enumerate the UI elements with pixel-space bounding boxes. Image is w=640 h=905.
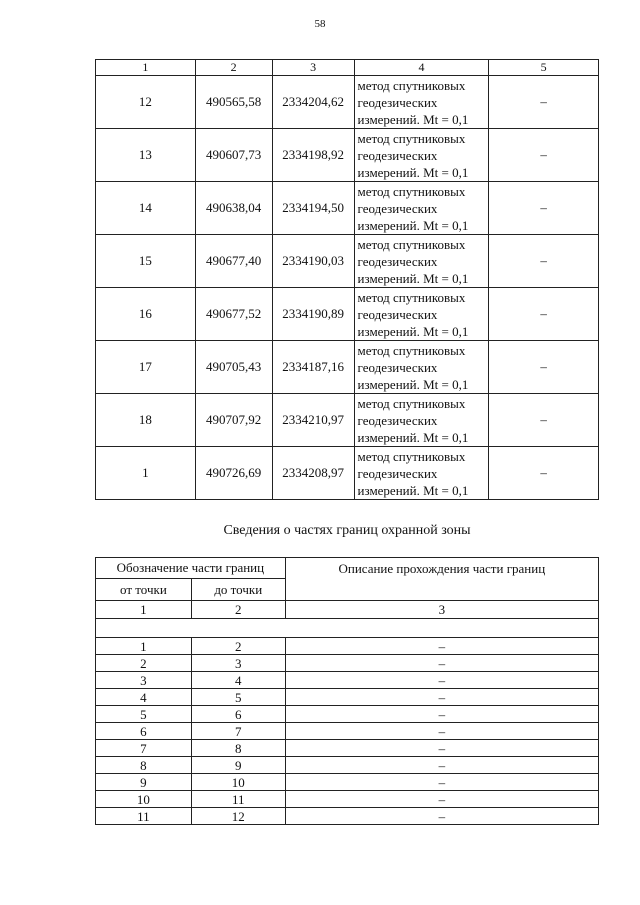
- method-line: измерений. Mt = 0,1: [357, 164, 469, 180]
- method-line: метод спутниковых: [357, 183, 466, 199]
- boundary-segments-table: [95, 557, 599, 825]
- method-line: геодезических: [357, 359, 438, 375]
- method-cell: [354, 235, 489, 288]
- point-number-cell: 12: [96, 76, 196, 129]
- table-row: [96, 774, 599, 791]
- point-number-cell: 18: [96, 394, 196, 447]
- table-row: [96, 341, 599, 394]
- table-row: [96, 76, 599, 129]
- y-coordinate-cell: 2334204,62: [272, 76, 354, 129]
- from-point-cell: 11: [96, 808, 192, 825]
- description-cell: –: [285, 791, 598, 808]
- to-point-cell: 10: [191, 774, 285, 791]
- from-point-cell: 3: [96, 672, 192, 689]
- table-row: [96, 689, 599, 706]
- y-coordinate-cell: 2334208,97: [272, 447, 354, 500]
- extra-cell: –: [489, 182, 599, 235]
- column-number-4: 4: [354, 60, 489, 76]
- to-point-cell: 5: [191, 689, 285, 706]
- segments-header-row: [96, 558, 599, 579]
- method-line: измерений. Mt = 0,1: [357, 482, 469, 498]
- description-cell: –: [285, 655, 598, 672]
- method-line: метод спутниковых: [357, 236, 466, 252]
- column-number-2: 2: [191, 601, 285, 619]
- y-coordinate-cell: 2334190,89: [272, 288, 354, 341]
- y-coordinate-cell: 2334198,92: [272, 129, 354, 182]
- to-point-header: до точки: [191, 579, 285, 601]
- from-point-cell: 2: [96, 655, 192, 672]
- table-row: [96, 740, 599, 757]
- description-cell: –: [285, 808, 598, 825]
- description-cell: –: [285, 689, 598, 706]
- to-point-cell: 12: [191, 808, 285, 825]
- method-line: геодезических: [357, 465, 438, 481]
- table-row: [96, 808, 599, 825]
- from-point-cell: 1: [96, 638, 192, 655]
- y-coordinate-cell: 2334190,03: [272, 235, 354, 288]
- to-point-cell: 9: [191, 757, 285, 774]
- method-line: геодезических: [357, 412, 438, 428]
- method-cell: [354, 182, 489, 235]
- table-row: [96, 706, 599, 723]
- x-coordinate-cell: 490677,52: [195, 288, 272, 341]
- method-line: метод спутниковых: [357, 448, 466, 464]
- method-cell: [354, 76, 489, 129]
- point-number-cell: 16: [96, 288, 196, 341]
- method-cell: [354, 288, 489, 341]
- method-cell: [354, 447, 489, 500]
- method-cell: [354, 129, 489, 182]
- table-row: [96, 723, 599, 740]
- method-line: метод спутниковых: [357, 130, 466, 146]
- to-point-cell: 11: [191, 791, 285, 808]
- table-row: [96, 655, 599, 672]
- method-line: измерений. Mt = 0,1: [357, 429, 469, 445]
- description-cell: –: [285, 757, 598, 774]
- method-line: измерений. Mt = 0,1: [357, 323, 469, 339]
- table-row: [96, 288, 599, 341]
- description-cell: –: [285, 672, 598, 689]
- description-cell: –: [285, 638, 598, 655]
- extra-cell: –: [489, 235, 599, 288]
- to-point-cell: 8: [191, 740, 285, 757]
- x-coordinate-cell: 490705,43: [195, 341, 272, 394]
- x-coordinate-cell: 490565,58: [195, 76, 272, 129]
- table-row: [96, 757, 599, 774]
- table-row: [96, 129, 599, 182]
- description-cell: –: [285, 774, 598, 791]
- column-number-1: 1: [96, 601, 192, 619]
- column-number-3: 3: [272, 60, 354, 76]
- boundary-description-header: Описание прохождения части границ: [285, 558, 598, 601]
- to-point-cell: 6: [191, 706, 285, 723]
- extra-cell: –: [489, 288, 599, 341]
- from-point-cell: 4: [96, 689, 192, 706]
- point-number-cell: 17: [96, 341, 196, 394]
- description-cell: –: [285, 706, 598, 723]
- from-point-cell: 9: [96, 774, 192, 791]
- from-point-cell: 7: [96, 740, 192, 757]
- coordinates-table: [95, 59, 599, 500]
- method-line: геодезических: [357, 94, 438, 110]
- extra-cell: –: [489, 394, 599, 447]
- method-line: измерений. Mt = 0,1: [357, 111, 469, 127]
- table-row: [96, 235, 599, 288]
- from-point-cell: 10: [96, 791, 192, 808]
- to-point-cell: 4: [191, 672, 285, 689]
- method-cell: [354, 341, 489, 394]
- segments-column-numbers-row: [96, 601, 599, 619]
- method-line: метод спутниковых: [357, 395, 466, 411]
- method-line: геодезических: [357, 306, 438, 322]
- extra-cell: –: [489, 447, 599, 500]
- point-number-cell: 13: [96, 129, 196, 182]
- boundary-part-designation-header: Обозначение части границ: [96, 558, 286, 579]
- table-row: [96, 638, 599, 655]
- from-point-cell: 6: [96, 723, 192, 740]
- to-point-cell: 7: [191, 723, 285, 740]
- segments-spacer-row: [96, 619, 599, 638]
- method-line: измерений. Mt = 0,1: [357, 270, 469, 286]
- method-line: измерений. Mt = 0,1: [357, 376, 469, 392]
- method-line: геодезических: [357, 147, 438, 163]
- method-cell: [354, 394, 489, 447]
- column-number-1: 1: [96, 60, 196, 76]
- point-number-cell: 1: [96, 447, 196, 500]
- to-point-cell: 2: [191, 638, 285, 655]
- column-number-2: 2: [195, 60, 272, 76]
- method-line: метод спутниковых: [357, 289, 466, 305]
- spacer-cell: [96, 619, 599, 638]
- from-point-cell: 5: [96, 706, 192, 723]
- description-cell: –: [285, 723, 598, 740]
- from-point-cell: 8: [96, 757, 192, 774]
- column-number-5: 5: [489, 60, 599, 76]
- x-coordinate-cell: 490707,92: [195, 394, 272, 447]
- y-coordinate-cell: 2334194,50: [272, 182, 354, 235]
- section-title: Сведения о частях границ охранной зоны: [223, 523, 471, 538]
- method-line: измерений. Mt = 0,1: [357, 217, 469, 233]
- point-number-cell: 15: [96, 235, 196, 288]
- point-number-cell: 14: [96, 182, 196, 235]
- method-line: геодезических: [357, 253, 438, 269]
- from-point-header: от точки: [96, 579, 192, 601]
- y-coordinate-cell: 2334187,16: [272, 341, 354, 394]
- method-line: геодезических: [357, 200, 438, 216]
- x-coordinate-cell: 490607,73: [195, 129, 272, 182]
- table-row: [96, 182, 599, 235]
- to-point-cell: 3: [191, 655, 285, 672]
- method-line: метод спутниковых: [357, 342, 466, 358]
- x-coordinate-cell: 490677,40: [195, 235, 272, 288]
- y-coordinate-cell: 2334210,97: [272, 394, 354, 447]
- x-coordinate-cell: 490726,69: [195, 447, 272, 500]
- table-row: [96, 791, 599, 808]
- description-cell: –: [285, 740, 598, 757]
- extra-cell: –: [489, 129, 599, 182]
- method-line: метод спутниковых: [357, 77, 466, 93]
- page-number: 58: [314, 18, 326, 30]
- table-row: [96, 394, 599, 447]
- x-coordinate-cell: 490638,04: [195, 182, 272, 235]
- extra-cell: –: [489, 341, 599, 394]
- extra-cell: –: [489, 76, 599, 129]
- column-number-3: 3: [285, 601, 598, 619]
- table-row: [96, 672, 599, 689]
- coordinates-header-row: [96, 60, 599, 76]
- table-row: [96, 447, 599, 500]
